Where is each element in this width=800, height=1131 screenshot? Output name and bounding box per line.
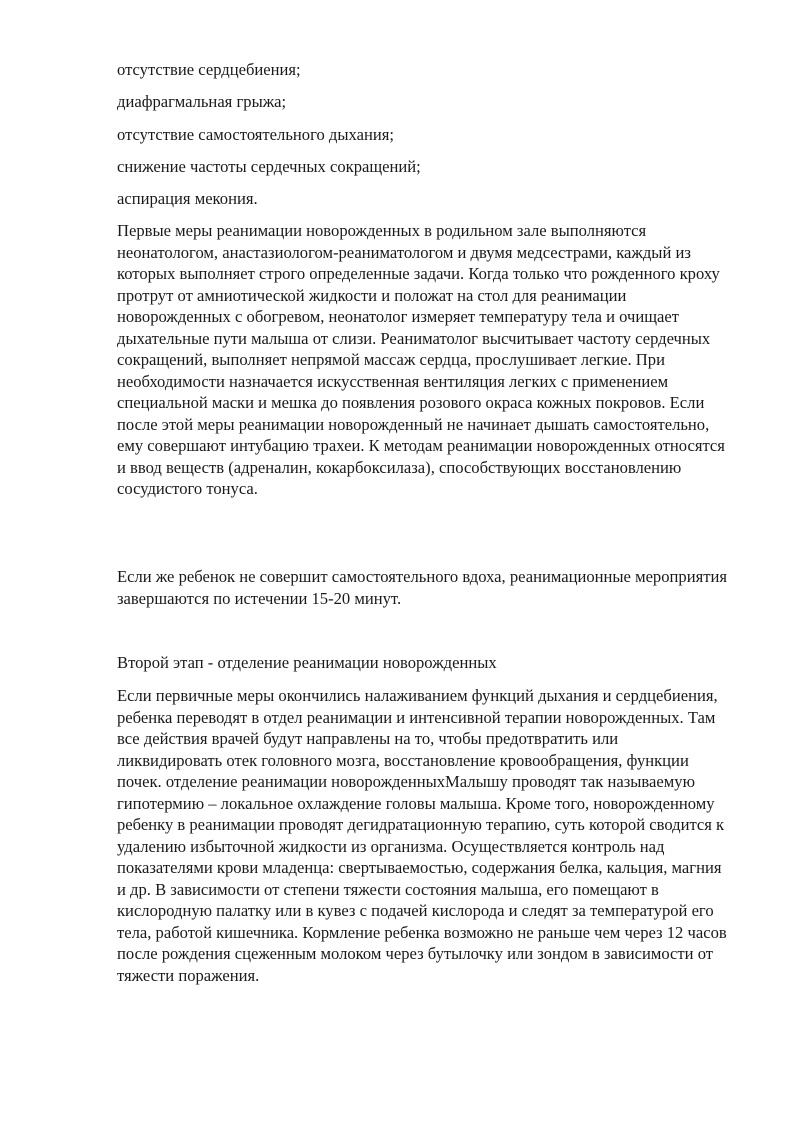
paragraph-no-breath: Если же ребенок не совершит самостоятельного вдоха, реанимационные мероприятия завершаются по истечении 15-20 минут. [117,567,727,608]
section-heading: Второй этап - отделение реанимации новорожденных [117,653,497,672]
list-item: отсутствие самостоятельного дыхания; [117,125,394,144]
paragraph-second-stage: Если первичные меры окончились налаживанием функций дыхания и сердцебиения, ребенка переводят в отдел реанимации и интенсивной терапии новорожденных. Там все действия врачей будут направлены на то, чтобы предотвратить или ликвидировать отек головного мозга, восстановление кровообращения, функции почек. отделение реанимации новорожденныхМалышу проводят так называемую гипотермию – локальное охлаждение головы малыша. Кроме того, новорожденному ребенку в реанимации проводят дегидратационную терапию, суть которой сводится к удалению избыточной жидкости из организма. Осуществляется контроль над показателями крови младенца: свертываемостью, содержания белка, кальция, магния и др. В зависимости от степени тяжести состояния малыша, его помещают в кислородную палатку или в кувез с подачей кислорода и следят за температурой его тела, работой кишечника. Кормление ребенка возможно не раньше чем через 12 часов после рождения сцеженным молоком через бутылочку или зондом в зависимости от тяжести поражения. [117,686,727,985]
list-item: снижение частоты сердечных сокращений; [117,157,421,176]
list-item: отсутствие сердцебиения; [117,60,301,79]
paragraph-first-measures: Первые меры реанимации новорожденных в родильном зале выполняются неонатологом, анастазиологом-реаниматологом и двумя медсестрами, каждый из которых выполняет строго определенные задачи. Когда только что рожденного кроху протрут от амниотической жидкости и положат на стол для реанимации новорожденных с обогревом, неонатолог измеряет температуру тела и очищает дыхательные пути малыша от слизи. Реаниматолог высчитывает частоту сердечных сокращений, выполняет непрямой массаж сердца, прослушивает легкие. При необходимости назначается искусственная вентиляция легких с применением специальной маски и мешка до появления розового окраса кожных покровов. Если после этой меры реанимации новорожденный не начинает дышать самостоятельно, ему совершают интубацию трахеи. К методам реанимации новорожденных относятся и ввод веществ (адреналин, кокарбоксилаза), способствующих восстановлению сосудистого тонуса. [117,221,725,498]
list-item: аспирация мекония. [117,189,258,208]
list-item: диафрагмальная грыжа; [117,92,287,111]
